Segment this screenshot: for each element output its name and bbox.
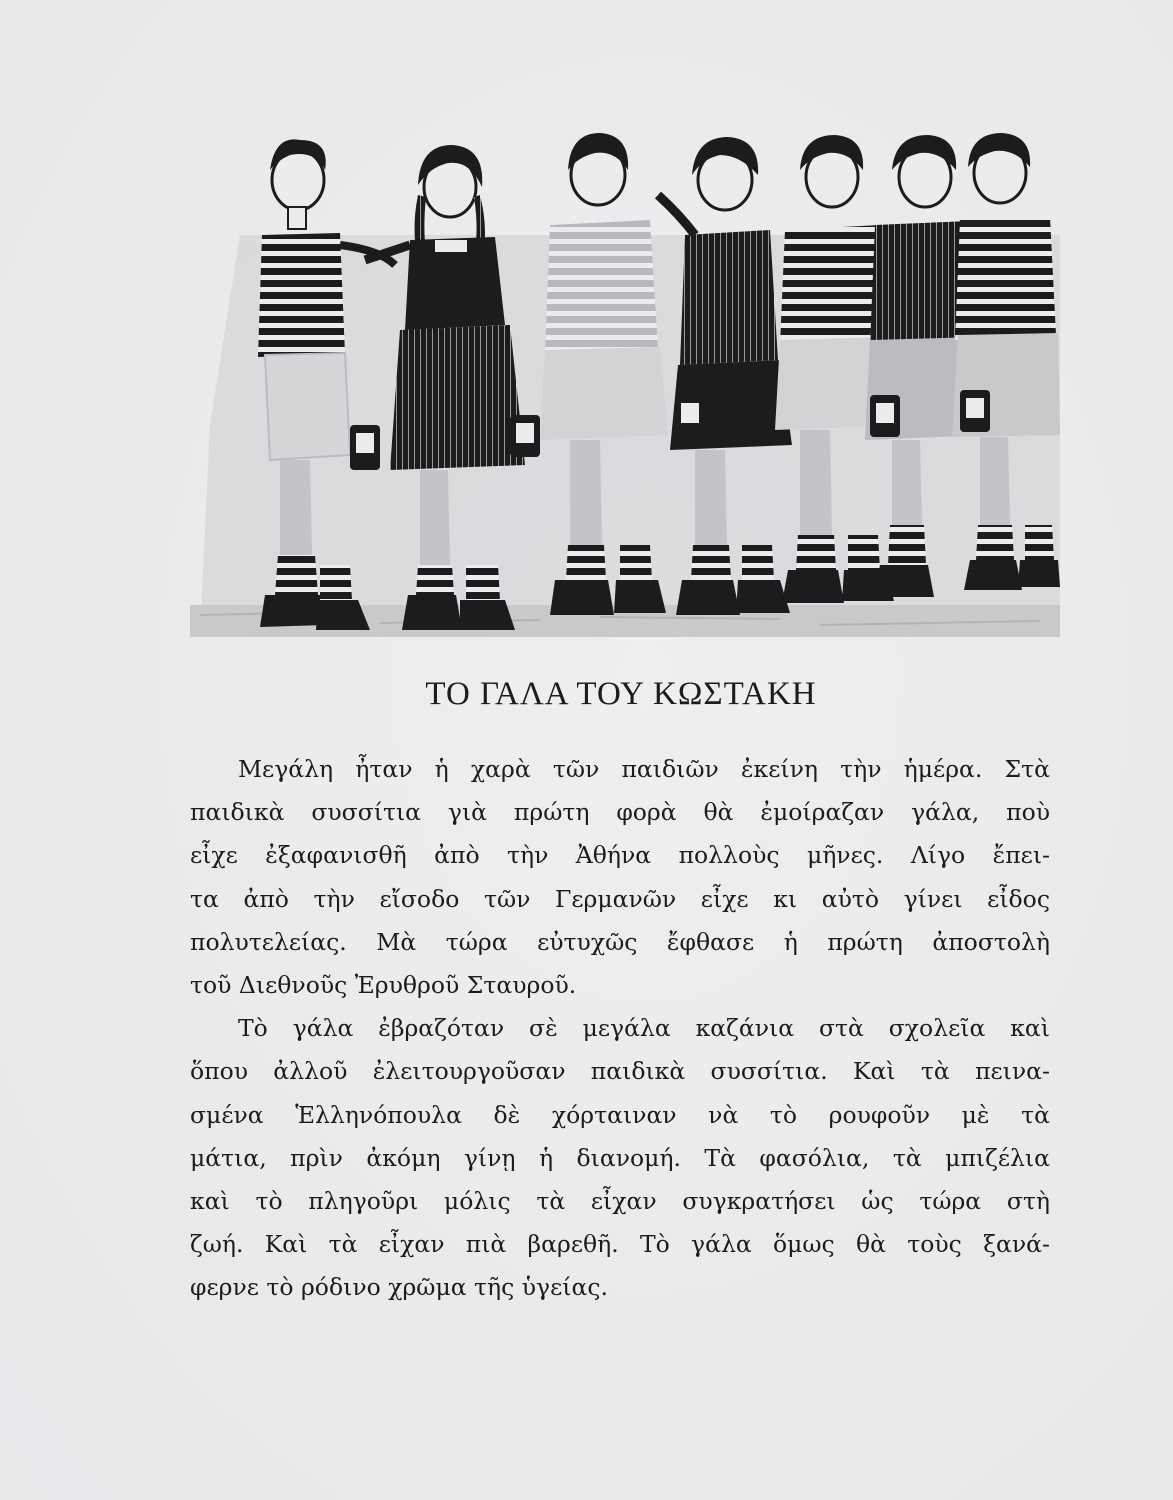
- text-line: φερνε τὸ ρόδινο χρῶμα τῆς ὑγείας.: [190, 1273, 608, 1302]
- paragraph-2: [190, 1007, 1050, 1309]
- text-line: μάτια, πρὶν ἀκόμη γίνῃ ἡ διανομή. Τὰ φασόλια, τὰ μπιζέλια: [190, 1143, 1050, 1172]
- text-line: σμένα Ἑλληνόπουλα δὲ χόρταιναν νὰ τὸ ρουφοῦν μὲ τὰ: [190, 1100, 1050, 1129]
- text-line: ζωή. Καὶ τὰ εἶχαν πιὰ βαρεθῆ. Τὸ γάλα ὅμως θὰ τοὺς ξανά-: [190, 1230, 1050, 1259]
- text-line: τοῦ Διεθνοῦς Ἐρυθροῦ Σταυροῦ.: [190, 970, 577, 999]
- text-line: ὅπου ἀλλοῦ ἐλειτουργοῦσαν παιδικὰ συσσίτια. Καὶ τὰ πεινα-: [190, 1057, 1050, 1086]
- text-line: πολυτελείας. Μὰ τώρα εὐτυχῶς ἔφθασε ἡ πρώτη ἀποστολὴ: [190, 927, 1050, 956]
- text-line: Τὸ γάλα ἐβραζόταν σὲ μεγάλα καζάνια στὰ σχολεῖα καὶ: [238, 1014, 1050, 1043]
- children-woodcut-illustration: [180, 125, 1062, 655]
- text-line: Μεγάλη ἦταν ἡ χαρὰ τῶν παιδιῶν ἐκείνη τὴν ἡμέρα. Στὰ: [238, 755, 1050, 783]
- text-line: εἶχε ἐξαφανισθῆ ἀπὸ τὴν Ἀθήνα πολλοὺς μῆνες. Λίγο ἔπει-: [190, 841, 1050, 870]
- text-line: παιδικὰ συσσίτια γιὰ πρώτη φορὰ θὰ ἐμοίραζαν γάλα, ποὺ: [190, 798, 1050, 827]
- paragraph-1: [190, 748, 1050, 1007]
- text-line: καὶ τὸ πληγοῦρι μόλις τὰ εἶχαν συγκρατήσει ὡς τώρα στὴ: [190, 1186, 1050, 1215]
- chapter-title: ΤΟ ΓΑΛΑ ΤΟΥ ΚΩΣΤΑΚΗ: [425, 676, 817, 712]
- chapter-body: [190, 748, 1050, 1309]
- text-line: τα ἀπὸ τὴν εἴσοδο τῶν Γερμανῶν εἶχε κι αὐτὸ γίνει εἶδος: [190, 884, 1050, 913]
